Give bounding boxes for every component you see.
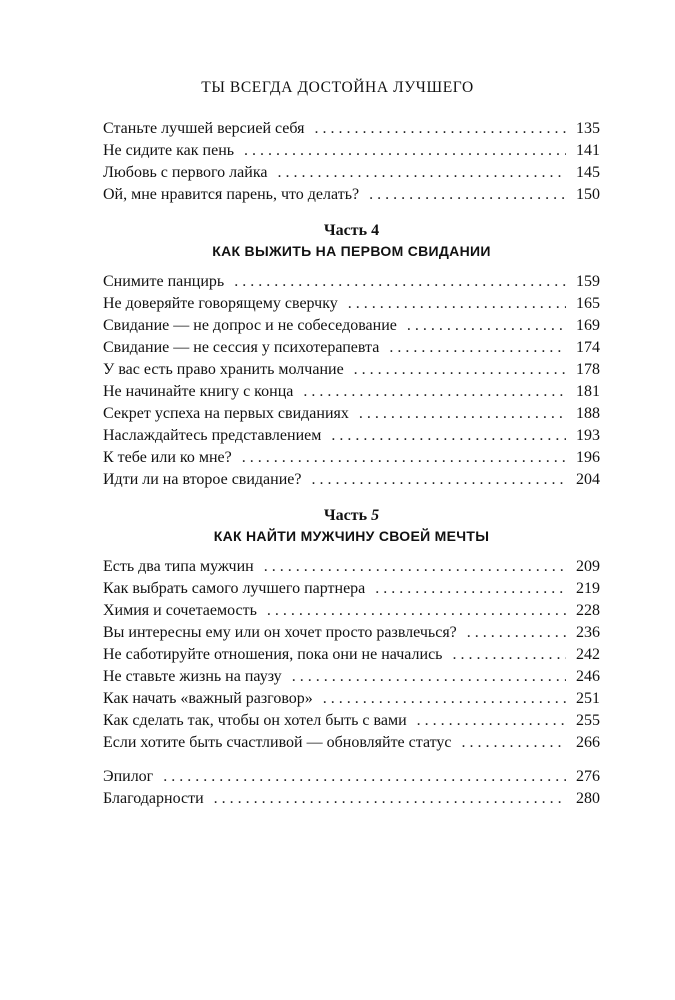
toc-entry-title: Эпилог	[103, 768, 154, 785]
toc-entry	[103, 469, 600, 491]
toc-entry	[103, 162, 600, 184]
toc-entry-page: 135	[576, 120, 600, 137]
dot-leader	[452, 644, 566, 666]
toc-entry	[103, 271, 600, 293]
toc-entry-page: 242	[576, 646, 600, 663]
part-4-heading	[103, 220, 600, 261]
toc-entry-page: 141	[576, 142, 600, 159]
toc-entry-page: 236	[576, 624, 600, 641]
toc-entry	[103, 381, 600, 403]
toc-entry-page: 193	[576, 427, 600, 444]
toc-entry	[103, 710, 600, 732]
toc-entry	[103, 403, 600, 425]
toc-entry	[103, 644, 600, 666]
table-of-contents	[103, 118, 600, 810]
toc-entry-title: У вас есть право хранить молчание	[103, 361, 344, 378]
toc-entry-title: Если хотите быть счастливой — обновляйте статус	[103, 734, 452, 751]
dot-leader	[234, 271, 566, 293]
dot-leader	[331, 425, 566, 447]
toc-entry-page: 159	[576, 273, 600, 290]
dot-leader	[277, 162, 566, 184]
toc-entry	[103, 666, 600, 688]
toc-entry-page: 178	[576, 361, 600, 378]
part-title: КАК НАЙТИ МУЖЧИНУ СВОЕЙ МЕЧТЫ	[213, 528, 490, 544]
toc-entry-title: Не сидите как пень	[103, 142, 235, 159]
toc-entry-page: 188	[576, 405, 600, 422]
dot-leader	[292, 666, 566, 688]
toc-entry-page: 169	[576, 317, 600, 334]
toc-entry-title: Не начинайте книгу с конца	[103, 383, 294, 400]
intro-entries	[103, 118, 600, 206]
toc-entry-page: 251	[576, 690, 600, 707]
toc-entry	[103, 788, 600, 810]
toc-entry-page: 204	[576, 471, 600, 488]
toc-entry-page: 174	[576, 339, 600, 356]
toc-entry-page: 165	[576, 295, 600, 312]
toc-entry-page: 255	[576, 712, 600, 729]
dot-leader	[375, 578, 566, 600]
dot-leader	[163, 766, 566, 788]
toc-entry	[103, 184, 600, 206]
toc-entry	[103, 732, 600, 754]
dot-leader	[323, 688, 566, 710]
dot-leader	[467, 622, 566, 644]
toc-entry-page: 280	[576, 790, 600, 807]
toc-entry	[103, 293, 600, 315]
toc-entry	[103, 766, 600, 788]
toc-entry	[103, 425, 600, 447]
part-5-entries	[103, 556, 600, 754]
toc-entry-title: Химия и сочетаемость	[103, 602, 257, 619]
toc-entry	[103, 359, 600, 381]
toc-entry-title: Ой, мне нравится парень, что делать?	[103, 186, 360, 203]
dot-leader	[389, 337, 566, 359]
toc-entry-title: Как выбрать самого лучшего партнера	[103, 580, 366, 597]
toc-entry-page: 209	[576, 558, 600, 575]
dot-leader	[242, 447, 566, 469]
part-label	[103, 220, 600, 241]
closing-entries	[103, 766, 600, 810]
dot-leader	[303, 381, 566, 403]
toc-entry-title: Секрет успеха на первых свиданиях	[103, 405, 349, 422]
toc-entry-title: Не ставьте жизнь на паузу	[103, 668, 282, 685]
toc-entry-page: 196	[576, 449, 600, 466]
toc-entry-title: Идти ли на второе свидание?	[103, 471, 302, 488]
dot-leader	[407, 315, 566, 337]
dot-leader	[315, 118, 567, 140]
toc-entry-page: 145	[576, 164, 600, 181]
toc-entry	[103, 622, 600, 644]
dot-leader	[244, 140, 566, 162]
dot-leader	[214, 788, 566, 810]
part-5-heading	[103, 505, 600, 546]
toc-entry	[103, 600, 600, 622]
dot-leader	[267, 600, 566, 622]
toc-entry	[103, 556, 600, 578]
toc-entry-title: Свидание — не допрос и не собеседование	[103, 317, 397, 334]
toc-entry	[103, 447, 600, 469]
toc-entry	[103, 688, 600, 710]
toc-entry	[103, 118, 600, 140]
part-4-entries	[103, 271, 600, 491]
part-label	[103, 505, 600, 526]
part-label-number: 5	[371, 507, 380, 524]
toc-entry-title: Станьте лучшей версией себя	[103, 120, 305, 137]
toc-entry-title: Не доверяйте говорящему сверчку	[103, 295, 338, 312]
dot-leader	[311, 469, 566, 491]
toc-entry-title: Снимите панцирь	[103, 273, 225, 290]
toc-entry	[103, 337, 600, 359]
toc-entry-title: Как сделать так, чтобы он хотел быть с вами	[103, 712, 407, 729]
toc-entry-title: Вы интересны ему или он хочет просто развлечься?	[103, 624, 457, 641]
part-label-word: Часть	[323, 222, 368, 239]
toc-entry-page: 219	[576, 580, 600, 597]
toc-entry-title: Свидание — не сессия у психотерапевта	[103, 339, 380, 356]
part-label-number: 4	[371, 222, 380, 239]
toc-entry-page: 181	[576, 383, 600, 400]
toc-entry-title: К тебе или ко мне?	[103, 449, 232, 466]
toc-entry	[103, 315, 600, 337]
dot-leader	[462, 732, 566, 754]
toc-entry-title: Не саботируйте отношения, пока они не начались	[103, 646, 443, 663]
toc-entry	[103, 140, 600, 162]
toc-entry	[103, 578, 600, 600]
dot-leader	[348, 293, 566, 315]
toc-entry-page: 266	[576, 734, 600, 751]
dot-leader	[354, 359, 566, 381]
dot-leader	[417, 710, 566, 732]
toc-entry-page: 228	[576, 602, 600, 619]
toc-entry-title: Как начать «важный разговор»	[103, 690, 313, 707]
toc-entry-title: Благодарности	[103, 790, 204, 807]
toc-entry-title: Наслаждайтесь представлением	[103, 427, 322, 444]
toc-entry-title: Есть два типа мужчин	[103, 558, 254, 575]
toc-entry-page: 246	[576, 668, 600, 685]
dot-leader	[369, 184, 566, 206]
running-head: ТЫ ВСЕГДА ДОСТОЙНА ЛУЧШЕГО	[201, 79, 474, 96]
part-label-word: Часть	[323, 507, 368, 524]
toc-entry-title: Любовь с первого лайка	[103, 164, 268, 181]
toc-entry-page: 276	[576, 768, 600, 785]
toc-entry-page: 150	[576, 186, 600, 203]
spacer	[103, 754, 600, 766]
dot-leader	[359, 403, 566, 425]
dot-leader	[264, 556, 566, 578]
part-title: КАК ВЫЖИТЬ НА ПЕРВОМ СВИДАНИИ	[212, 243, 491, 259]
